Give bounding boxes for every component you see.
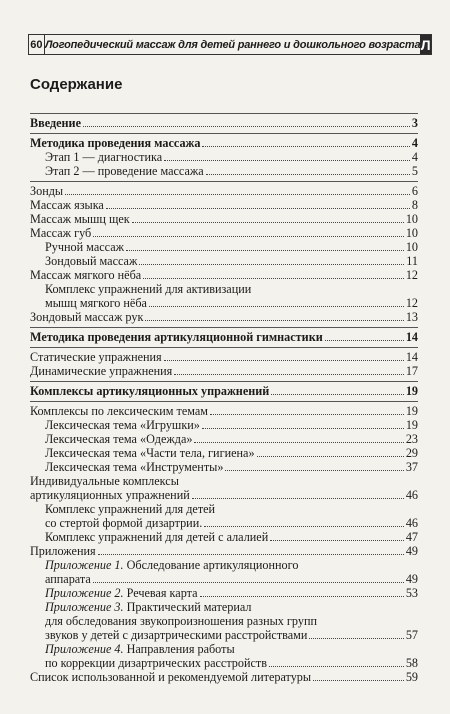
toc-entry-lexical-complexes[interactable]: Комплексы по лексическим темам 19 xyxy=(30,404,418,418)
toc-entry-lip-massage[interactable]: Массаж губ 10 xyxy=(30,226,418,240)
toc-entry-tongue-massage[interactable]: Массаж языка 8 xyxy=(30,198,418,212)
divider xyxy=(30,133,418,134)
toc-entry-cheek-massage[interactable]: Массаж мышц щек 10 xyxy=(30,212,418,226)
toc-entry-massage-method[interactable]: Методика проведения массажа 4 xyxy=(30,136,418,150)
toc-entry-tools[interactable]: Лексическая тема «Инструменты» 37 xyxy=(45,460,418,474)
toc-entry-dysarthria-complex[interactable]: со стертой формой дизартрии. 46 xyxy=(45,516,418,530)
toc-entry-stage-1[interactable]: Этап 1 — диагностика 4 xyxy=(45,150,418,164)
toc-entry-appendix-3-line2: для обследования звукопроизношения разных групп xyxy=(45,614,317,628)
toc-entry-appendix-1-line1: Приложение 1. Обследование артикуляционного xyxy=(45,558,299,572)
toc-entry-clothes[interactable]: Лексическая тема «Одежда» 23 xyxy=(45,432,418,446)
toc-entry-articulation-method[interactable]: Методика проведения артикуляционной гимнастики 14 xyxy=(30,330,418,344)
toc-entry-individual-complexes[interactable]: артикуляционных упражнений 46 xyxy=(30,488,418,502)
toc-entry-palate-exercises[interactable]: мышц мягкого нёба 12 xyxy=(45,296,418,310)
toc-entry-alalia-complex[interactable]: Комплекс упражнений для детей с алалией 47 xyxy=(45,530,418,544)
running-header xyxy=(28,34,432,55)
toc-entry-manual-massage[interactable]: Ручной массаж 10 xyxy=(45,240,418,254)
toc-entry-appendix-3-line1: Приложение 3. Практический материал xyxy=(45,600,252,614)
toc-entry-hand-probe-massage[interactable]: Зондовый массаж рук 13 xyxy=(30,310,418,324)
toc-entry-stage-2[interactable]: Этап 2 — проведение массажа 5 xyxy=(45,164,418,178)
toc-entry-exercise-complexes[interactable]: Комплексы артикуляционных упражнений 19 xyxy=(30,384,418,398)
toc-entry-appendix-4-line1: Приложение 4. Направления работы xyxy=(45,642,235,656)
divider xyxy=(30,327,418,328)
page-number: 60 xyxy=(29,35,45,54)
toc-entry-appendix-3[interactable]: звуков у детей с дизартрическими расстройствами 57 xyxy=(45,628,418,642)
toc-entry-bibliography[interactable]: Список использованной и рекомендуемой литературы 59 xyxy=(30,670,418,684)
toc-entry-probes[interactable]: Зонды 6 xyxy=(30,184,418,198)
divider xyxy=(30,381,418,382)
toc-entry-palate-exercises-line1: Комплекс упражнений для активизации xyxy=(45,282,252,296)
divider xyxy=(30,181,418,182)
running-title: Логопедический массаж для детей раннего и дошкольного возраста xyxy=(44,38,421,51)
toc-entry-dysarthria-line1: Комплекс упражнений для детей xyxy=(45,502,216,516)
toc-entry-appendix-4[interactable]: по коррекции дизартрических расстройств 58 xyxy=(45,656,418,670)
toc-entry-appendices[interactable]: Приложения 49 xyxy=(30,544,418,558)
table-of-contents xyxy=(30,110,418,684)
toc-entry-introduction[interactable]: Введение 3 xyxy=(30,116,418,130)
toc-entry-toys[interactable]: Лексическая тема «Игрушки» 19 xyxy=(45,418,418,432)
toc-entry-body-hygiene[interactable]: Лексическая тема «Части тела, гигиена» 29 xyxy=(45,446,418,460)
divider xyxy=(30,113,418,114)
toc-entry-appendix-2[interactable]: Приложение 2. Речевая карта 53 xyxy=(45,586,418,600)
toc-entry-individual-line1: Индивидуальные комплексы xyxy=(30,474,179,488)
divider xyxy=(30,347,418,348)
toc-heading: Содержание xyxy=(30,76,123,93)
chapter-badge: Л xyxy=(420,36,431,53)
toc-entry-probe-massage[interactable]: Зондовый массаж 11 xyxy=(45,254,418,268)
toc-entry-static-exercises[interactable]: Статические упражнения 14 xyxy=(30,350,418,364)
toc-entry-dynamic-exercises[interactable]: Динамические упражнения 17 xyxy=(30,364,418,378)
toc-entry-soft-palate-massage[interactable]: Массаж мягкого нёба 12 xyxy=(30,268,418,282)
toc-entry-appendix-1[interactable]: аппарата 49 xyxy=(45,572,418,586)
divider xyxy=(30,401,418,402)
